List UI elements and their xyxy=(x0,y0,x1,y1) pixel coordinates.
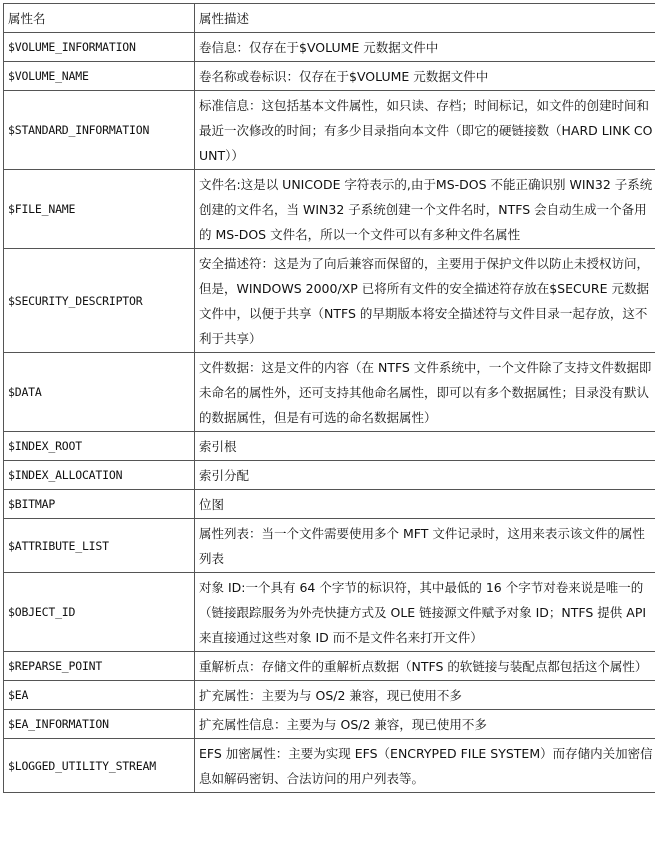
header-attribute-description: 属性描述 xyxy=(195,4,655,33)
attribute-name-cell: $INDEX_ALLOCATION xyxy=(4,461,195,490)
attribute-description-cell: 索引根 xyxy=(195,432,655,461)
attribute-name-cell: $FILE_NAME xyxy=(4,170,195,249)
table-row xyxy=(4,519,655,573)
attribute-description-cell: 索引分配 xyxy=(195,461,655,490)
attribute-description-cell: 安全描述符：这是为了向后兼容而保留的，主要用于保护文件以防止未授权访问，但是，WINDOWS 2000/XP 已将所有文件的安全描述符存放在$SECURE 元数据文件中，以便于共享（NTFS 的早期版本将安全描述符与文件目录一起存放，这不利于共享） xyxy=(195,249,655,353)
attribute-name-cell: $OBJECT_ID xyxy=(4,573,195,652)
table-row xyxy=(4,461,655,490)
attribute-description-cell: 文件名:这是以 UNICODE 字符表示的,由于MS-DOS 不能正确识别 WIN32 子系统创建的文件名，当 WIN32 子系统创建一个文件名时，NTFS 会自动生成一个备用的 MS-DOS 文件名，所以一个文件可以有多种文件名属性 xyxy=(195,170,655,249)
table-row xyxy=(4,710,655,739)
attribute-name-cell: $VOLUME_NAME xyxy=(4,62,195,91)
table-row xyxy=(4,739,655,793)
attribute-description-cell: 标准信息：这包括基本文件属性，如只读、存档；时间标记，如文件的创建时间和最近一次修改的时间；有多少目录指向本文件（即它的硬链接数（HARD LINK COUNT）） xyxy=(195,91,655,170)
attribute-description-cell: 卷名称或卷标识：仅存在于$VOLUME 元数据文件中 xyxy=(195,62,655,91)
attribute-description-cell: 位图 xyxy=(195,490,655,519)
table-row xyxy=(4,170,655,249)
attribute-description-cell: 扩充属性：主要为与 OS/2 兼容，现已使用不多 xyxy=(195,681,655,710)
attribute-name-cell: $SECURITY_DESCRIPTOR xyxy=(4,249,195,353)
attribute-description-cell: 文件数据：这是文件的内容（在 NTFS 文件系统中，一个文件除了支持文件数据即未命名的属性外，还可支持其他命名属性，即可以有多个数据属性；目录没有默认的数据属性，但是有可选的命名数据属性） xyxy=(195,353,655,432)
table-row xyxy=(4,33,655,62)
attribute-name-cell: $BITMAP xyxy=(4,490,195,519)
attribute-description-cell: EFS 加密属性：主要为实现 EFS（ENCRYPED FILE SYSTEM）而存储内关加密信息如解码密钥、合法访问的用户列表等。 xyxy=(195,739,655,793)
table-row xyxy=(4,681,655,710)
attribute-name-cell: $LOGGED_UTILITY_STREAM xyxy=(4,739,195,793)
attribute-description-cell: 卷信息：仅存在于$VOLUME 元数据文件中 xyxy=(195,33,655,62)
attribute-name-cell: $EA xyxy=(4,681,195,710)
table-row xyxy=(4,652,655,681)
attribute-name-cell: $REPARSE_POINT xyxy=(4,652,195,681)
table-row xyxy=(4,249,655,353)
table-row xyxy=(4,353,655,432)
attribute-description-cell: 重解析点：存储文件的重解析点数据（NTFS 的软链接与装配点都包括这个属性） xyxy=(195,652,655,681)
header-attribute-name: 属性名 xyxy=(4,4,195,33)
table-header-row xyxy=(4,4,655,33)
table-row xyxy=(4,91,655,170)
attribute-name-cell: $STANDARD_INFORMATION xyxy=(4,91,195,170)
attribute-table xyxy=(3,3,655,793)
table-row xyxy=(4,573,655,652)
attribute-description-cell: 对象 ID:一个具有 64 个字节的标识符，其中最低的 16 个字节对卷来说是唯一的（链接跟踪服务为外壳快捷方式及 OLE 链接源文件赋予对象 ID；NTFS 提供 API 来直接通过这些对象 ID 而不是文件名来打开文件） xyxy=(195,573,655,652)
attribute-name-cell: $ATTRIBUTE_LIST xyxy=(4,519,195,573)
table-row xyxy=(4,62,655,91)
attribute-name-cell: $VOLUME_INFORMATION xyxy=(4,33,195,62)
attribute-description-cell: 扩充属性信息：主要为与 OS/2 兼容，现已使用不多 xyxy=(195,710,655,739)
table-row xyxy=(4,490,655,519)
table-row xyxy=(4,432,655,461)
attribute-name-cell: $EA_INFORMATION xyxy=(4,710,195,739)
attribute-name-cell: $INDEX_ROOT xyxy=(4,432,195,461)
attribute-description-cell: 属性列表：当一个文件需要使用多个 MFT 文件记录时，这用来表示该文件的属性列表 xyxy=(195,519,655,573)
attribute-name-cell: $DATA xyxy=(4,353,195,432)
